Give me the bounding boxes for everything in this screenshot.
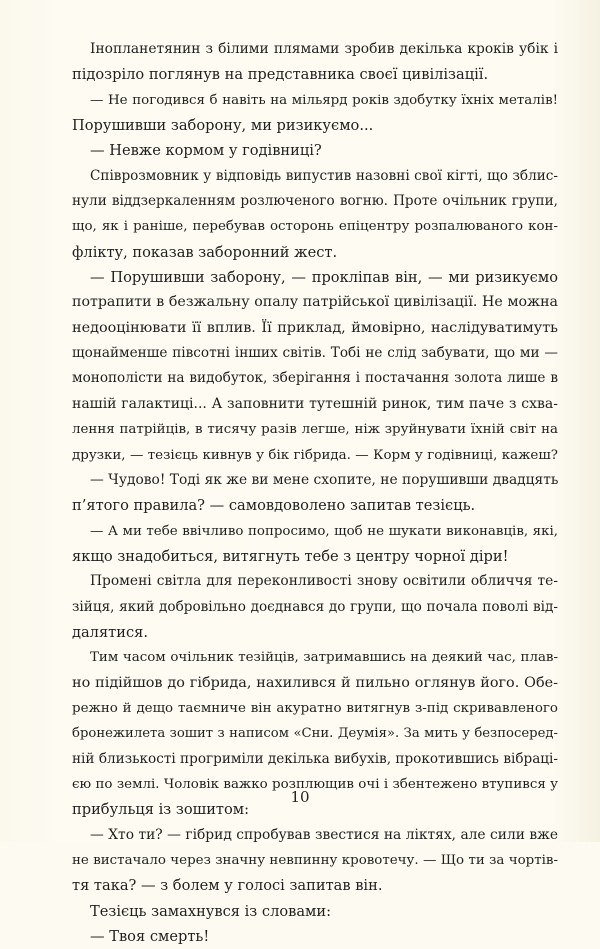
text-line: Порушивши заборону, ми ризикуємо... — [72, 117, 374, 135]
text-line: но підійшов до гібрида, нахилився й пильно оглянув його. Обе- — [72, 674, 558, 691]
text-line: нули віддзеркаленням розлюченого вогню. Проте очільник групи, — [72, 193, 558, 210]
text-line: потрапити в безжальну опалу патрійської цивілізації. Не можна — [72, 294, 558, 311]
text-line: — Не погодився б навіть на мільярд років здобутку їхніх металів! — [90, 92, 558, 108]
text-line: тя така? — з болем у голосі запитав він. — [72, 877, 383, 895]
text-line: Промені світла для переконливості знову освітили обличчя те- — [90, 573, 558, 590]
text-line: — Чудово! Тоді як же ви мене схопите, не порушивши двадцять — [90, 471, 559, 488]
text-line: що, як і раніше, перебував осторонь епіцентру розпалюваного кон- — [72, 219, 558, 235]
text-line: недооцінювати її вплив. Її приклад, ймовірно, наслідуватимуть — [72, 319, 558, 336]
text-line: нашій галактиці... А заповнити тутешній ринок, тим паче з схва- — [72, 395, 558, 412]
text-line: бронежилета зошит з написом «Сни. Деумія». За мить у безпосеред- — [72, 726, 558, 742]
text-line: зійця, який добровільно доєднався до групи, що почала поволі від- — [72, 598, 558, 615]
text-line: ній близькості прогриміли декілька вибухів, прокотившись вібраці- — [72, 750, 558, 767]
text-line: — Твоя смерть! — [90, 928, 210, 946]
text-line: далятися. — [72, 623, 148, 641]
text-line: щонайменше півсотні інших світів. Тобі не слід забувати, що ми — — [72, 345, 558, 362]
text-line: режно й дещо таємниче він акуратно витягнув з-під скривавленого — [72, 700, 558, 716]
text-line: монополісти на видобуток, зберігання і постачання золота лише в — [72, 370, 558, 387]
text-line: якщо знадобиться, витягнуть тебе з центру чорної діри! — [72, 547, 509, 565]
text-line: — А ми тебе ввічливо попросимо, щоб не шукати виконавців, які, — [90, 523, 558, 539]
text-line: прибульця із зошитом: — [72, 801, 250, 819]
page-body-text — [72, 37, 558, 949]
text-line: п’ятого правила? — самовдоволено запитав тезієць. — [72, 497, 476, 515]
text-line: друзки, — тезієць кивнув у бік гібрида. — Корм у годівниці, кажеш? — [72, 447, 558, 463]
text-line: Тим часом очільник тезійців, затримавшись на деякий час, плав- — [90, 650, 558, 666]
text-line: — Невже кормом у годівниці? — [90, 142, 322, 160]
text-line: єю по землі. Чоловік важко розплющив очі і збентежено втупився у — [72, 776, 558, 792]
text-line: лення патрійців, в тисячу разів легше, ніж зруйнувати їхній світ на — [72, 422, 558, 438]
page-number: 10 — [290, 788, 310, 806]
text-line: Співрозмовник у відповідь випустив назовні свої кігті, що зблис- — [90, 167, 558, 184]
text-line: — Хто ти? — гібрид спробував звестися на ліктях, але сили вже — [90, 826, 558, 843]
text-line: Тезієць замахнувся із словами: — [90, 902, 332, 920]
text-line: не вистачало через значну невпинну кровотечу. — Що ти за чортів- — [72, 853, 558, 868]
text-line: — Порушивши заборону, — проклiпав він, — ми ризикуємо — [90, 269, 558, 287]
text-line: флікту, показав заборонний жест. — [72, 243, 338, 261]
text-line: підозріло поглянув на представника своєї цивілізації. — [72, 66, 489, 84]
text-line: Інопланетянин з білими плямами зробив декілька кроків убік і — [90, 41, 558, 57]
